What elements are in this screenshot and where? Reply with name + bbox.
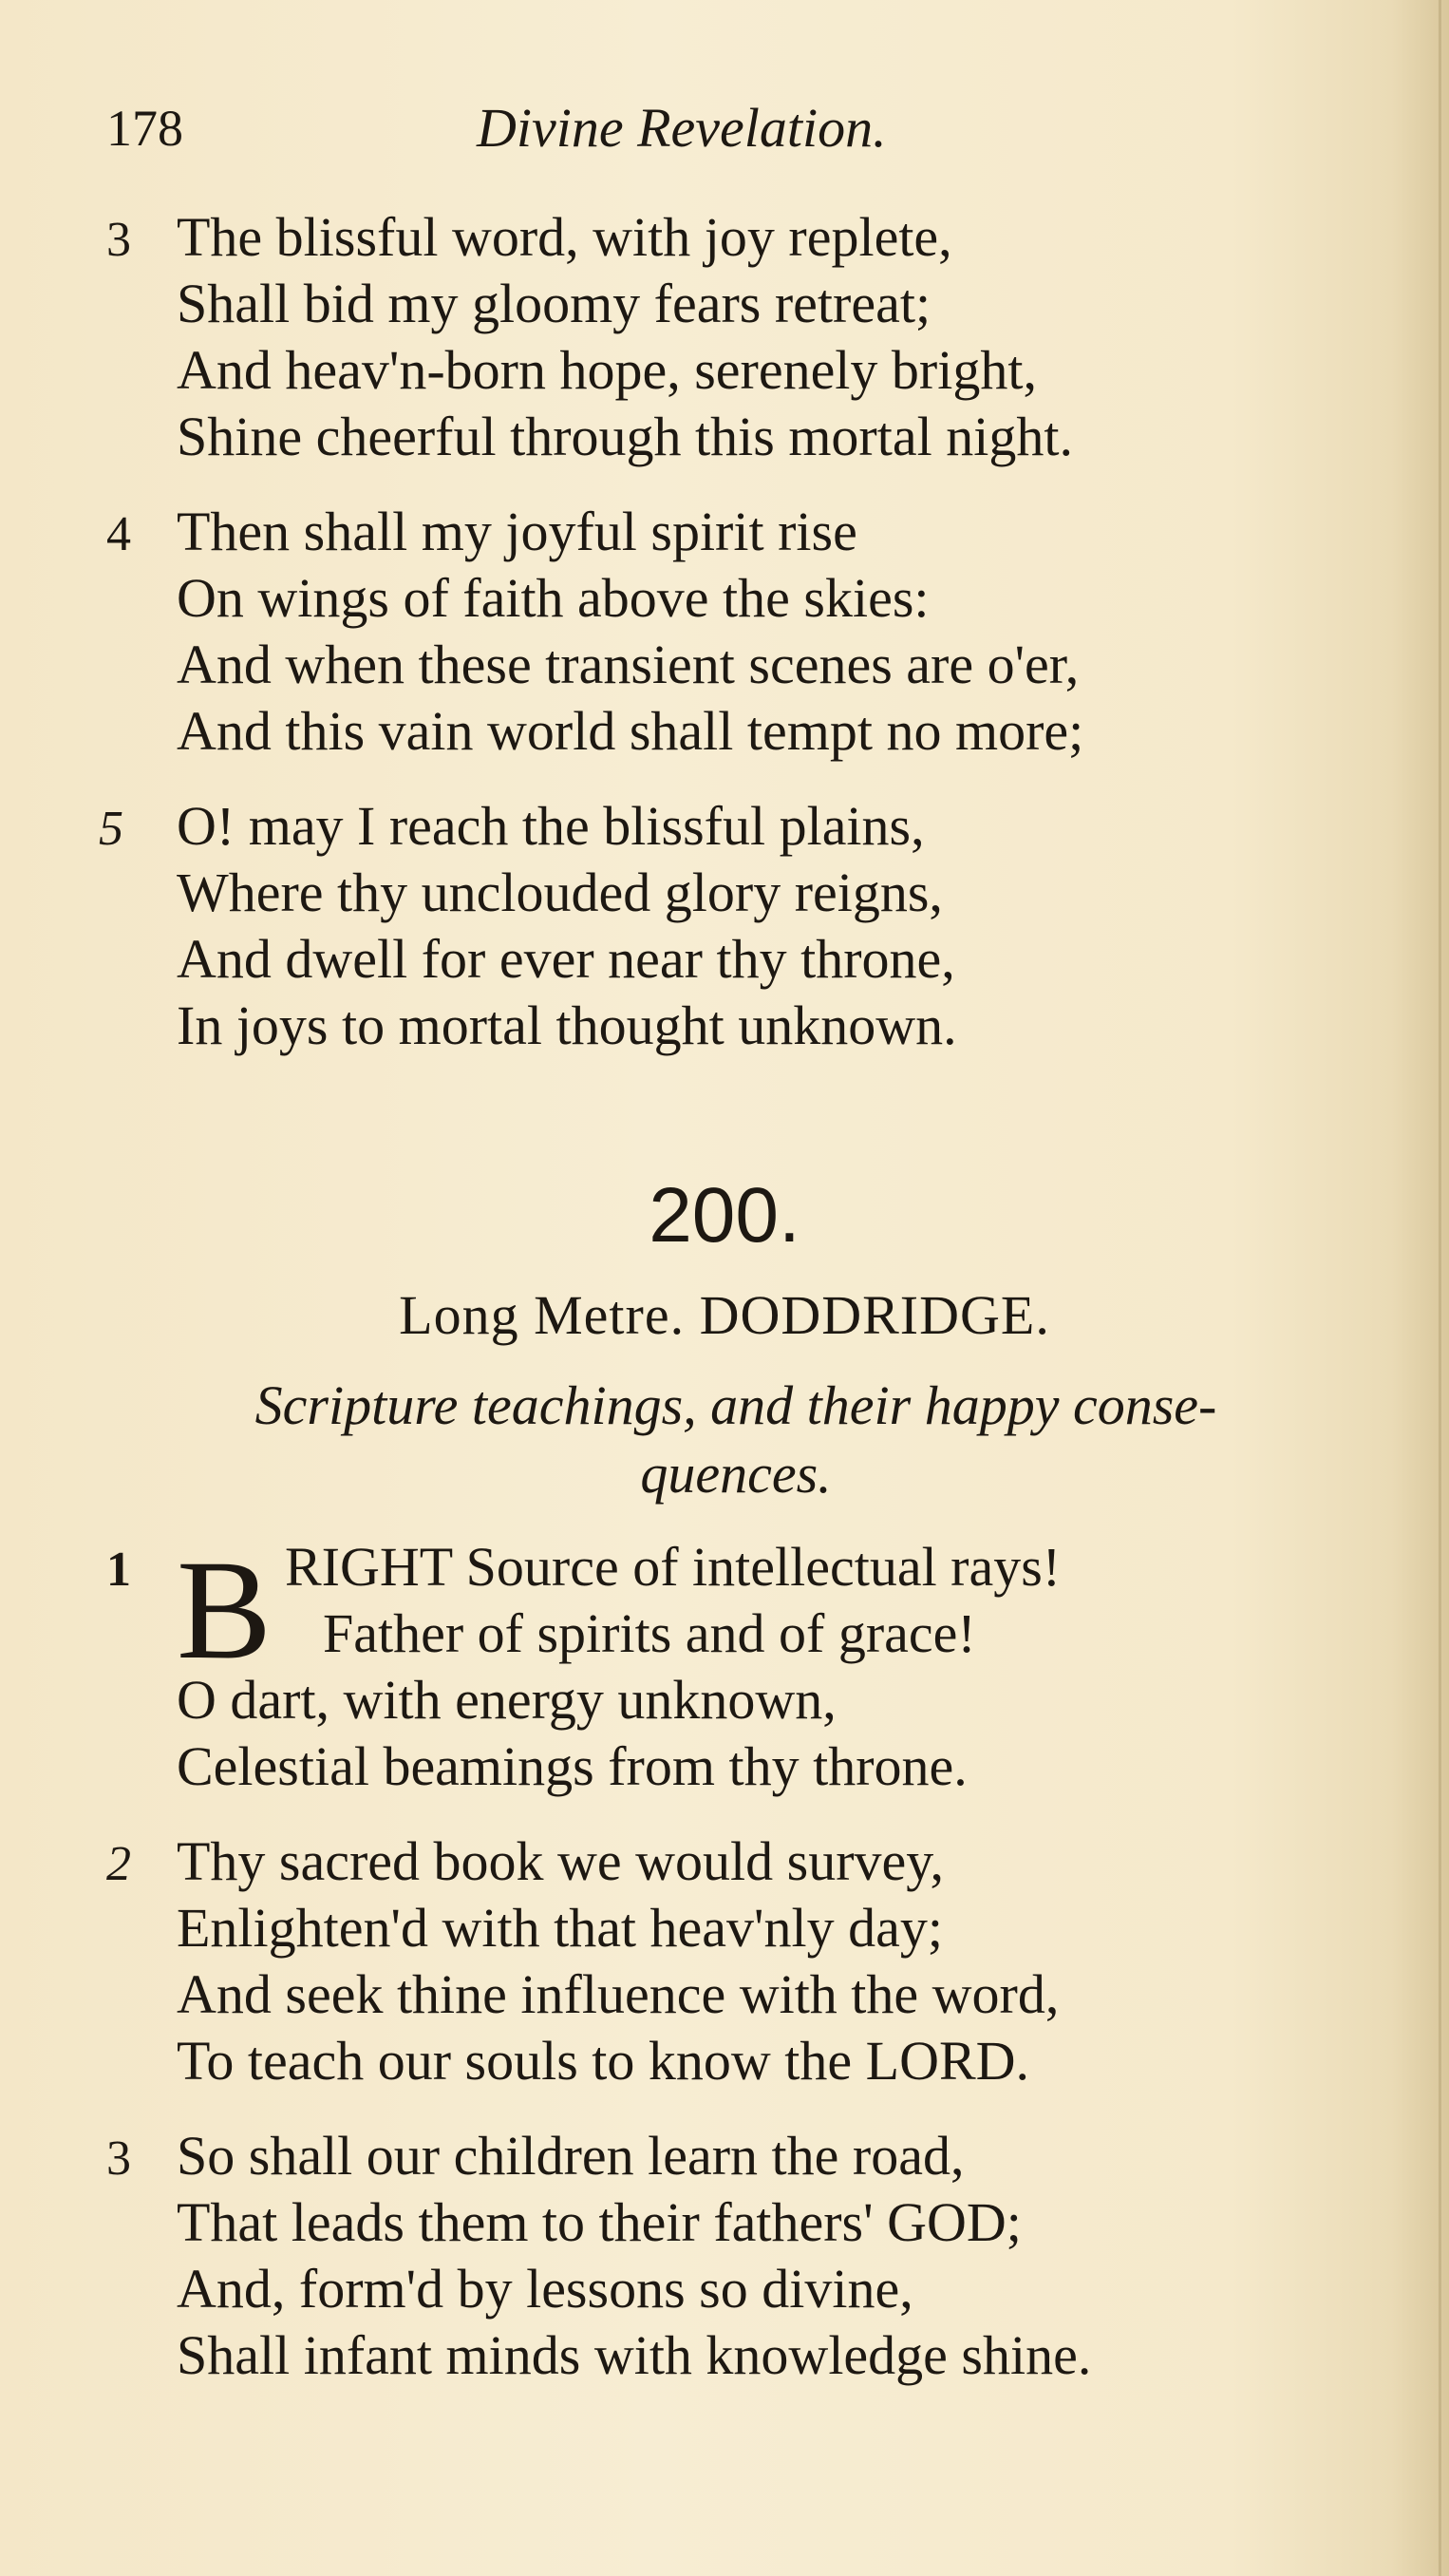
verse-line: Thy sacred book we would survey, — [177, 1830, 945, 1892]
stanza-number: 2 — [106, 1837, 131, 1891]
stanza-number: 3 — [106, 213, 131, 267]
verse-line: And, form'd by lessons so divine, — [177, 2258, 913, 2320]
verse-line: So shall our children learn the road, — [177, 2125, 965, 2187]
verse-line: To teach our souls to know the LORD. — [177, 2030, 1030, 2092]
hymn-number: 200. — [649, 1172, 800, 1259]
verse-line: O dart, with energy unknown, — [177, 1669, 837, 1731]
stanza-number: 3 — [106, 2131, 131, 2186]
verse-line: And when these transient scenes are o'er, — [177, 634, 1080, 695]
verse-line: Shall bid my gloomy fears retreat; — [177, 273, 932, 334]
verse-line: On wings of faith above the skies: — [177, 567, 930, 629]
hymn-meter-author: Long Metre. DODDRIDGE. — [399, 1284, 1050, 1346]
stanza-number: 5 — [99, 802, 123, 856]
verse-line: Celestial beamings from thy throne. — [177, 1735, 968, 1797]
verse-line: RIGHT Source of intellectual rays! — [285, 1536, 1062, 1598]
verse-line: And heav'n-born hope, serenely bright, — [177, 339, 1037, 401]
verse-line: O! may I reach the blissful plains, — [177, 795, 925, 857]
verse-line: Shine cheerful through this mortal night. — [177, 406, 1073, 467]
page-number: 178 — [106, 100, 183, 157]
verse-line: That leads them to their fathers' GOD; — [177, 2191, 1022, 2253]
stanza-number: 1 — [106, 1543, 131, 1597]
stanza-number: 4 — [106, 507, 131, 561]
verse-line: And dwell for ever near thy throne, — [177, 928, 955, 990]
verse-line: And this vain world shall tempt no more; — [177, 700, 1084, 762]
verse-line: The blissful word, with joy replete, — [177, 206, 952, 268]
page-header — [106, 90, 1341, 166]
drop-cap: B — [177, 1531, 273, 1689]
running-title: Divine Revelation. — [477, 97, 887, 159]
verse-line: Enlighten'd with that heav'nly day; — [177, 1897, 943, 1959]
verse-line: In joys to mortal thought unknown. — [177, 994, 957, 1056]
verse-line: Shall infant minds with knowledge shine. — [177, 2324, 1092, 2386]
verse-line: Father of spirits and of grace! — [323, 1602, 976, 1664]
verse-line: Where thy unclouded glory reigns, — [177, 862, 943, 923]
hymn-subject: Scripture teachings, and their happy conse- — [254, 1374, 1217, 1436]
verse-line: Then shall my joyful spirit rise — [177, 501, 857, 562]
verse-line: And seek thine influence with the word, — [177, 1963, 1060, 2025]
hymn-subject-continued: quences. — [640, 1443, 832, 1505]
